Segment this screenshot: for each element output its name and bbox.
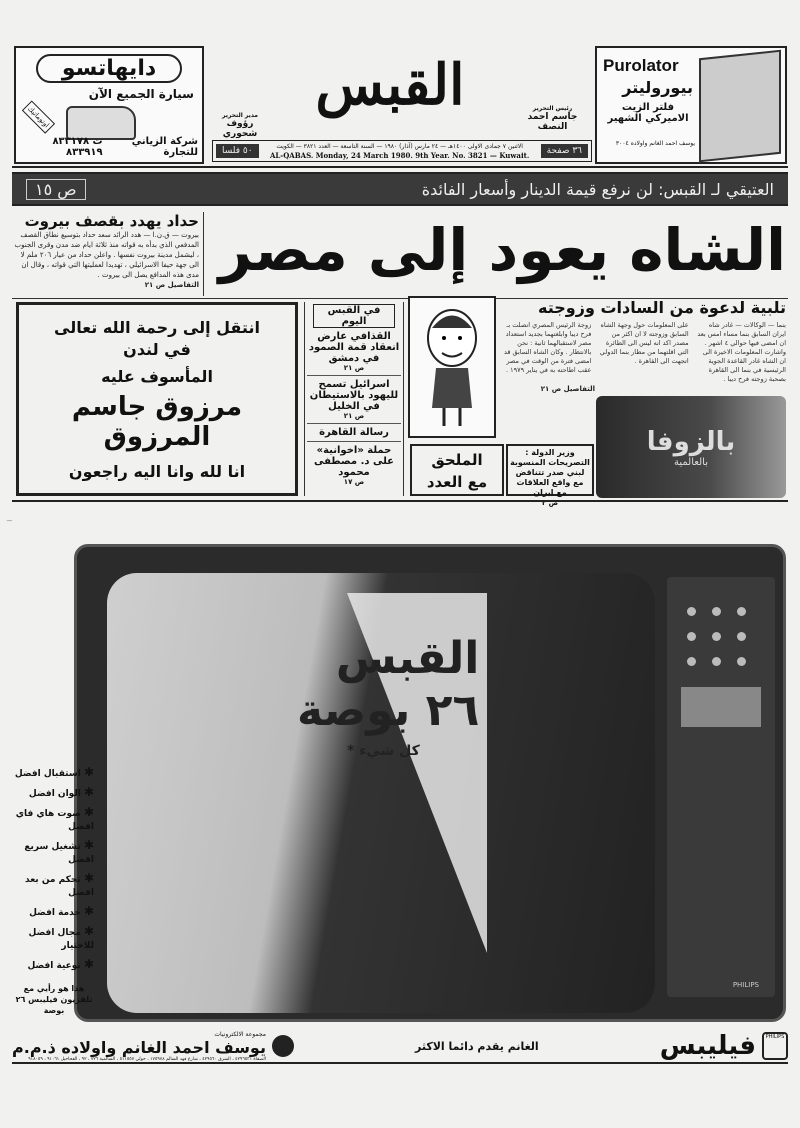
purolator-brand-en: Purolator <box>603 56 679 75</box>
divider <box>12 500 788 502</box>
managing-editor: مدير التحرير رؤوف شحوري <box>221 112 259 139</box>
philips-tv-ad <box>74 544 786 1022</box>
company-logo-icon <box>272 1035 294 1057</box>
editor-in-chief: رئيس التحرير جاسم احمد النصف <box>527 105 578 132</box>
tv-control-panel <box>667 577 775 997</box>
today-heading: في القبس اليوم <box>313 304 395 328</box>
deceased-name: مرزوق جاسم المرزوق <box>71 392 243 452</box>
dateline-bar <box>212 140 592 162</box>
purolator-tagline: فلتر الزيت الاميركي الشهير <box>607 102 689 124</box>
dateline-arabic: الاثنين ٧ جمادى الاولى ١٤٠٠هـ — ٢٤ مارس (آذار) ١٩٨٠ — السنة التاسعة — العدد ٣٨٢١ — الكويت <box>276 143 523 150</box>
purolator-ad <box>595 46 787 164</box>
daihatsu-ad <box>14 46 204 164</box>
tv-screen <box>107 573 655 1013</box>
tv-features-list: ✱ استقبال افضل ✱ الوان افضل ✱ صوت هاي فاي افضل ✱ تشغيل سريع افضل ✱ تحكم من بعد افضل ✱ خدمة افضل ✱ مجال افضل للاختيار ✱ نوعية افضل هذا هو رأيي مع تلفزيون فيليبس ٢٦ بوصة <box>14 765 94 1015</box>
philips-shield-logo: PHILIPS <box>762 1032 788 1060</box>
left-story-body: بيروت — ق.ن.ا — هدد الرائد سعد حداد بتوسيع نطاق القصف المدفعي الذي بدأه به قواته منذ ثلاثة ايام ضد مدن وقرى الجنوب ، ليشمل مدينة بيروت نفسها . واعلن حداد من عيار ٢٠٦ ملم لا الى جهة حيفا الاسرائيلي ، تهديدا لعمليتها التي قواته ، وقال ان مدى هذه المدافع يصل الى بيروت . <box>14 231 199 279</box>
print-margin-note: | <box>6 520 12 522</box>
left-story-title[interactable]: حداد يهدد بقصف بيروت <box>24 212 199 230</box>
screen-title-2: ٢٦ بوصة <box>297 685 480 736</box>
price: ٥٠ فلسا <box>216 144 259 158</box>
company-group: مجموعة الالكترونيات <box>214 1030 266 1038</box>
top-banner[interactable] <box>12 172 788 206</box>
car-ad-dealer: شركة الزياني للتجارة <box>131 136 198 158</box>
screen-title: القبس <box>335 633 480 684</box>
minister-box[interactable]: وزير الدولة : التصريحات المنسوبة لبني صدر تتناقض مع واقع العلاقات مع ايران ص ٢ <box>506 444 594 496</box>
dateline-english: AL-QABAS. Monday, 24 March 1980. 9th Year. No. 3821 — Kuwait. <box>269 151 530 160</box>
purolator-dealer: يوسف احمد الغانم واولاده ٣٠٠٤ <box>615 140 695 147</box>
tv-promo: هذا هو رأيي مع تلفزيون فيليبس ٢٦ بوصة <box>15 984 93 1015</box>
car-ad-brand: دايهاتسو <box>36 54 182 83</box>
filter-box-image <box>699 50 781 163</box>
car-ad-tagline: سيارة الجميع الآن <box>88 87 194 101</box>
today-item[interactable]: القذافي عارض انعقاد قمة الصمود في دمشق ص ٢١ <box>307 331 401 376</box>
philips-brand: فيليبس <box>659 1031 756 1061</box>
in-qabas-today <box>304 302 404 496</box>
company-contacts: الصفاة ٤٢٩٦٥٣١ ، الشرق ٤٢٩٥٦٠ ، شارع فهد السالم ١٧٥٩٧٨ ، حولي ٥١١٥٥٧ ، السالمية ٧٢٦ ، ٩٢ ، الفحاحيل ٩١٠٦١ ، ٩١٨٠٥٩ <box>28 1056 266 1062</box>
shah-story-subhead[interactable]: تلبية لدعوة من السادات وزوجته <box>538 298 786 317</box>
footer-bar <box>12 1030 788 1064</box>
today-item[interactable]: حملة «اخوانية» على د. مصطفى محمود ص ١٧ <box>313 445 395 486</box>
today-item[interactable]: رسالة القاهرة <box>307 427 401 442</box>
automatic-badge: اوتوماتيك <box>22 100 55 133</box>
company-name: يوسف احمد الغانم واولاده ذ.م.م <box>12 1037 266 1057</box>
car-ad-phone: ت ٨٣٣١٧٨ ٨٣٣٩١٩ <box>52 136 103 158</box>
shah-caricature <box>408 296 496 438</box>
footer-slogan: الغانم يقدم دائما الاكثر <box>415 1039 539 1053</box>
banner-headline: العتيقي لـ القبس: لن نرفع قيمة الدينار وأسعار الفائدة <box>421 179 774 199</box>
newspaper-masthead: القبس <box>315 52 465 118</box>
screen-subtitle: كل شيء * <box>347 743 420 759</box>
obituary-notice: انتقل إلى رحمة الله تعالى في لندن المأسوف عليه مرزوق جاسم المرزوق انا لله وانا اليه راجعون <box>16 302 298 496</box>
car-image <box>66 106 136 140</box>
purolator-brand-ar: بيوروليتر <box>622 78 693 97</box>
divider <box>12 166 788 168</box>
today-item[interactable]: اسرائيل تسمح لليهود بالاستيطان في الخليل ص ٢١ <box>307 379 401 424</box>
tv-brand-label: PHILIPS <box>732 981 759 989</box>
left-story <box>14 212 204 296</box>
banner-page-ref: ص ١٥ <box>26 179 86 200</box>
page-count: ٣٦ صفحة <box>541 144 588 158</box>
image-ad: بالزوفا بالعالمية <box>596 396 786 498</box>
supplement-box: الملحق مع العدد <box>410 444 504 496</box>
shah-story: تلبية لدعوة من السادات وزوجته بنما — الوكالات — غادر شاه ايران السابق بنما مساء امس بعد ان امضى فيها حوالي ٤ اشهر . واشارت المعلومات الاخيرة الى ان الشاه غادر القاعدة الجوية الرئيسية في بنما الى القاهرة بصحبة زوجته فرح ديبا . على المعلومات حول وجهة الشاه السابق وزوجته لا ان اكثر من مصدر اكد انه ليس الى الطائرة التي اقلتهما من مطار بنما الدولي اتجهت الى القاهرة . زوجة الرئيس المصري انصلت بـ فرح ديبا وابلغتهما بجديد استعداد مصر لاستقبالهما ثانية : نحن بالانتظار . وكان الشاه السابق قد امضى فترة من الوقت في مصر عقب اطاحته به في يناير ١٩٧٩ . التفاصيل ص ٢١ <box>500 298 786 394</box>
left-story-more[interactable]: التفاصيل ص ٢١ <box>144 281 199 289</box>
shah-story-more[interactable]: التفاصيل ص ٢١ <box>540 385 595 393</box>
main-headline[interactable]: الشاه يعود إلى مصر <box>218 216 786 284</box>
